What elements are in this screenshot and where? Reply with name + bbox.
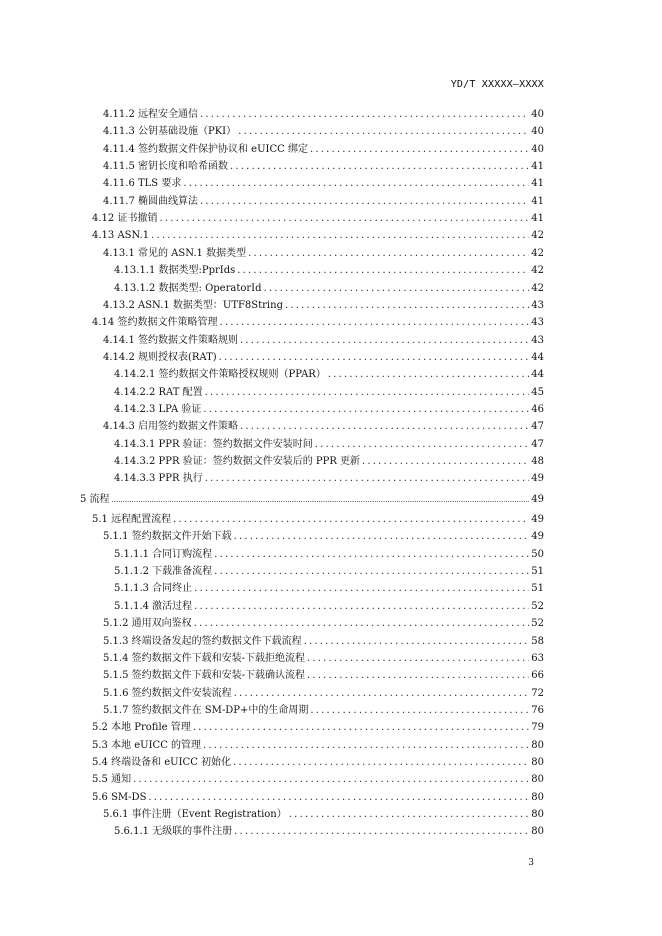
- toc-entry[interactable]: [114, 565, 544, 579]
- toc-entry-page: 50: [531, 548, 544, 560]
- toc-entry-page: 41: [531, 178, 544, 190]
- toc-leader-dots: [307, 669, 529, 683]
- toc-entry-title: 5.1.4 签约数据文件下载和安装-下载拒绝流程: [103, 652, 306, 664]
- toc-entry-page: 44: [531, 351, 544, 363]
- toc-entry-title: 5.3 本地 eUICC 的管理: [92, 739, 202, 751]
- toc-leader-dots: [173, 513, 529, 527]
- toc-entry-title: 4.14.3.2 PPR 验证：签约数据文件安装后的 PPR 更新: [114, 456, 361, 467]
- toc-entry-title: 4.11.3 公钥基础设施（PKI）: [103, 126, 237, 138]
- toc-entry-page: 47: [531, 421, 544, 433]
- toc-entry[interactable]: [114, 582, 544, 596]
- toc-entry-page: 40: [531, 126, 544, 138]
- toc-leader-dots: [310, 704, 529, 718]
- toc-entry-title: 4.11.2 远程安全通信: [103, 109, 198, 120]
- toc-entry-title: 4.11.7 椭圆曲线算法: [103, 195, 198, 207]
- toc-entry-title: 5.1 远程配置流程: [92, 514, 172, 526]
- toc-entry-title: 5.1.1.1 合同订购流程: [114, 548, 213, 560]
- toc-leader-dots: [230, 160, 529, 174]
- toc-leader-dots: [203, 403, 529, 417]
- page-number: 3: [528, 858, 534, 868]
- toc-entry[interactable]: [92, 513, 544, 527]
- toc-entry[interactable]: [114, 386, 544, 400]
- toc-entry-page: 49: [531, 493, 544, 505]
- toc-entry-page: 66: [531, 670, 544, 682]
- toc-entry-title: 4.13 ASN.1: [92, 230, 150, 242]
- toc-entry[interactable]: [114, 548, 544, 562]
- toc-entry[interactable]: [92, 721, 544, 735]
- toc-entry-page: 43: [531, 299, 544, 311]
- toc-entry-title: 5.1.6 签约数据文件安装流程: [103, 687, 232, 699]
- toc-leader-dots: [240, 420, 529, 434]
- toc-entry[interactable]: [103, 617, 544, 631]
- toc-entry-title: 5.5 通知: [92, 774, 132, 786]
- toc-entry-title: 4.12 证书撤销: [92, 213, 158, 225]
- toc-entry[interactable]: [103, 177, 544, 191]
- toc-leader-dots: [310, 143, 529, 157]
- toc-leader-dots: [133, 773, 529, 787]
- toc-entry-title: 4.11.4 签约数据文件保护协议和 eUICC 绑定: [103, 143, 308, 155]
- toc-entry-page: 45: [531, 386, 544, 398]
- toc-entry-page: 80: [531, 826, 544, 838]
- toc-entry-title: 4.14.2.1 签约数据文件策略授权规则（PPAR）: [114, 369, 326, 381]
- toc-entry-title: 4.14.2.2 RAT 配置: [114, 386, 203, 398]
- toc-entry-title: 5.1.1.4 激活过程: [114, 600, 193, 612]
- toc-entry-title: 5.1.5 签约数据文件下载和安装-下载确认流程: [103, 670, 306, 682]
- toc-entry-page: 51: [531, 566, 544, 578]
- toc-entry[interactable]: [103, 687, 544, 701]
- toc-entry[interactable]: [114, 600, 544, 614]
- toc-leader-dots: [112, 493, 530, 507]
- toc-leader-dots: [237, 264, 529, 278]
- toc-entry-title: 5.1.2 通用双向鉴权: [103, 618, 192, 630]
- toc-entry[interactable]: [114, 455, 544, 469]
- toc-leader-dots: [328, 368, 529, 382]
- toc-entry-page: 72: [531, 687, 544, 699]
- toc-entry[interactable]: [92, 756, 544, 770]
- toc-entry[interactable]: [80, 493, 544, 507]
- toc-entry-page: 52: [531, 618, 544, 630]
- toc-entry[interactable]: [103, 351, 544, 365]
- toc-entry-page: 47: [531, 438, 544, 450]
- toc-entry-page: 42: [531, 247, 544, 259]
- toc-entry-page: 76: [531, 704, 544, 716]
- toc-entry-title: 4.11.6 TLS 要求: [103, 178, 182, 190]
- toc-leader-dots: [219, 316, 529, 330]
- toc-leader-dots: [214, 548, 529, 562]
- toc-leader-dots: [304, 635, 530, 649]
- toc-entry-title: 5.1.1.2 下载准备流程: [114, 566, 213, 578]
- toc-entry-page: 80: [531, 739, 544, 751]
- toc-entry[interactable]: [103, 669, 544, 683]
- toc-entry[interactable]: [114, 368, 544, 382]
- toc-leader-dots: [315, 438, 530, 452]
- toc-entry[interactable]: [114, 282, 544, 296]
- toc-entry[interactable]: [103, 704, 544, 718]
- toc-entry-title: 4.14.1 签约数据文件策略规则: [103, 334, 238, 346]
- toc-entry[interactable]: [103, 652, 544, 666]
- toc-leader-dots: [234, 825, 529, 839]
- toc-entry-title: 5.1.1.3 合同终止: [114, 583, 193, 595]
- toc-entry[interactable]: [103, 247, 544, 261]
- toc-entry[interactable]: [103, 125, 544, 139]
- toc-entry[interactable]: [103, 299, 544, 313]
- toc-entry-page: 58: [531, 635, 544, 647]
- toc-leader-dots: [214, 565, 529, 579]
- toc-entry[interactable]: [114, 264, 544, 278]
- toc-leader-dots: [264, 282, 530, 296]
- toc-entry-page: 42: [531, 265, 544, 277]
- toc-entry[interactable]: [92, 739, 544, 753]
- toc-entry-page: 49: [531, 473, 544, 485]
- toc-entry[interactable]: [92, 316, 544, 330]
- toc-leader-dots: [248, 247, 529, 261]
- toc-entry-title: 4.14.2 规则授权表(RAT): [103, 351, 217, 363]
- toc-entry[interactable]: [103, 420, 544, 434]
- toc-entry[interactable]: [103, 808, 544, 822]
- toc-leader-dots: [203, 739, 529, 753]
- toc-leader-dots: [159, 212, 529, 226]
- toc-leader-dots: [205, 386, 530, 400]
- toc-entry[interactable]: [103, 195, 544, 209]
- toc-leader-dots: [200, 195, 529, 209]
- toc-entry-page: 63: [531, 652, 544, 664]
- toc-leader-dots: [289, 808, 530, 822]
- toc-entry[interactable]: [92, 791, 544, 805]
- toc-entry[interactable]: [92, 212, 544, 226]
- toc-entry-page: 46: [531, 403, 544, 415]
- toc-entry-page: 49: [531, 531, 544, 543]
- toc-entry-page: 42: [531, 230, 544, 242]
- toc-entry-page: 41: [531, 213, 544, 225]
- toc-entry-page: 80: [531, 756, 544, 768]
- toc-entry-title: 5.6.1 事件注册（Event Registration）: [103, 809, 287, 820]
- toc-entry-page: 43: [531, 317, 544, 329]
- toc-entry[interactable]: [114, 472, 544, 486]
- toc-entry[interactable]: [103, 160, 544, 174]
- toc-entry-title: 4.14.3.1 PPR 验证：签约数据文件安装时间: [114, 438, 313, 450]
- toc-entry[interactable]: [114, 825, 544, 839]
- toc-entry-page: 49: [531, 514, 544, 526]
- toc-entry[interactable]: [114, 438, 544, 452]
- toc-entry[interactable]: [103, 530, 544, 544]
- toc-entry-page: 44: [531, 369, 544, 381]
- toc-entry[interactable]: [103, 143, 544, 157]
- toc-leader-dots: [238, 125, 529, 139]
- toc-leader-dots: [219, 351, 530, 365]
- toc-entry-page: 41: [531, 195, 544, 207]
- toc-entry-page: 80: [531, 774, 544, 786]
- toc-entry-page: 42: [531, 282, 544, 294]
- toc-leader-dots: [194, 617, 530, 631]
- toc-entry-title: 4.14.3.3 PPR 执行: [114, 473, 203, 485]
- toc-entry-title: 4.11.5 密钥长度和哈希函数: [103, 161, 228, 173]
- toc-entry-title: 5.1.1 签约数据文件开始下载: [103, 531, 232, 543]
- toc-entry[interactable]: [92, 229, 544, 243]
- toc-leader-dots: [200, 108, 529, 122]
- toc-leader-dots: [193, 721, 530, 735]
- toc-entry-page: 79: [531, 722, 544, 734]
- toc-entry-title: 4.13.2 ASN.1 数据类型：UTF8String: [103, 299, 283, 311]
- toc-entry-title: 5.1.7 签约数据文件在 SM-DP+中的生命周期: [103, 704, 309, 716]
- toc-leader-dots: [240, 334, 529, 348]
- toc-entry-title: 5.1.3 终端设备发起的签约数据文件下载流程: [103, 635, 302, 647]
- toc-entry-page: 40: [531, 143, 544, 155]
- toc-entry-title: 4.14.3 启用签约数据文件策略: [103, 421, 238, 433]
- toc-entry-page: 41: [531, 161, 544, 173]
- toc-leader-dots: [234, 687, 530, 701]
- toc-entry-title: 5.6 SM-DS: [92, 791, 147, 803]
- toc-entry-title: 4.13.1 常见的 ASN.1 数据类型: [103, 247, 247, 259]
- toc-entry-title: 4.14.2.3 LPA 验证: [114, 403, 202, 415]
- toc-entry-page: 80: [531, 809, 544, 820]
- toc-leader-dots: [362, 455, 529, 469]
- toc-entry-title: 5.2 本地 Profile 管理: [92, 722, 191, 734]
- toc-entry[interactable]: [103, 108, 544, 122]
- toc-leader-dots: [151, 229, 529, 243]
- toc-entry-page: 40: [531, 109, 544, 120]
- toc-leader-dots: [285, 299, 529, 313]
- toc-leader-dots: [234, 530, 530, 544]
- toc-leader-dots: [148, 791, 529, 805]
- toc-entry-page: 80: [531, 791, 544, 803]
- toc-entry-title: 4.13.1.2 数据类型: OperatorId: [114, 282, 262, 294]
- toc-entry-title: 5.6.1.1 无级联的事件注册: [114, 826, 233, 838]
- toc-leader-dots: [307, 652, 529, 666]
- toc-entry[interactable]: [92, 773, 544, 787]
- toc-entry-title: 5 流程: [80, 493, 110, 505]
- toc-leader-dots: [183, 177, 529, 191]
- toc-entry-page: 52: [531, 600, 544, 612]
- toc-entry-page: 43: [531, 334, 544, 346]
- toc-entry[interactable]: [103, 635, 544, 649]
- toc-entry-page: 51: [531, 583, 544, 595]
- toc-entry-page: 48: [531, 456, 544, 467]
- toc-leader-dots: [205, 472, 530, 486]
- toc-entry-title: 4.14 签约数据文件策略管理: [92, 317, 218, 329]
- toc-entry-title: 4.13.1.1 数据类型:PprIds: [114, 265, 236, 277]
- document-id-header: YD/T XXXXX—XXXX: [450, 79, 544, 90]
- toc-leader-dots: [194, 582, 529, 596]
- toc-leader-dots: [233, 756, 529, 770]
- toc-entry-title: 5.4 终端设备和 eUICC 初始化: [92, 756, 232, 768]
- toc-entry[interactable]: [114, 403, 544, 417]
- toc-entry[interactable]: [103, 334, 544, 348]
- toc-leader-dots: [194, 600, 529, 614]
